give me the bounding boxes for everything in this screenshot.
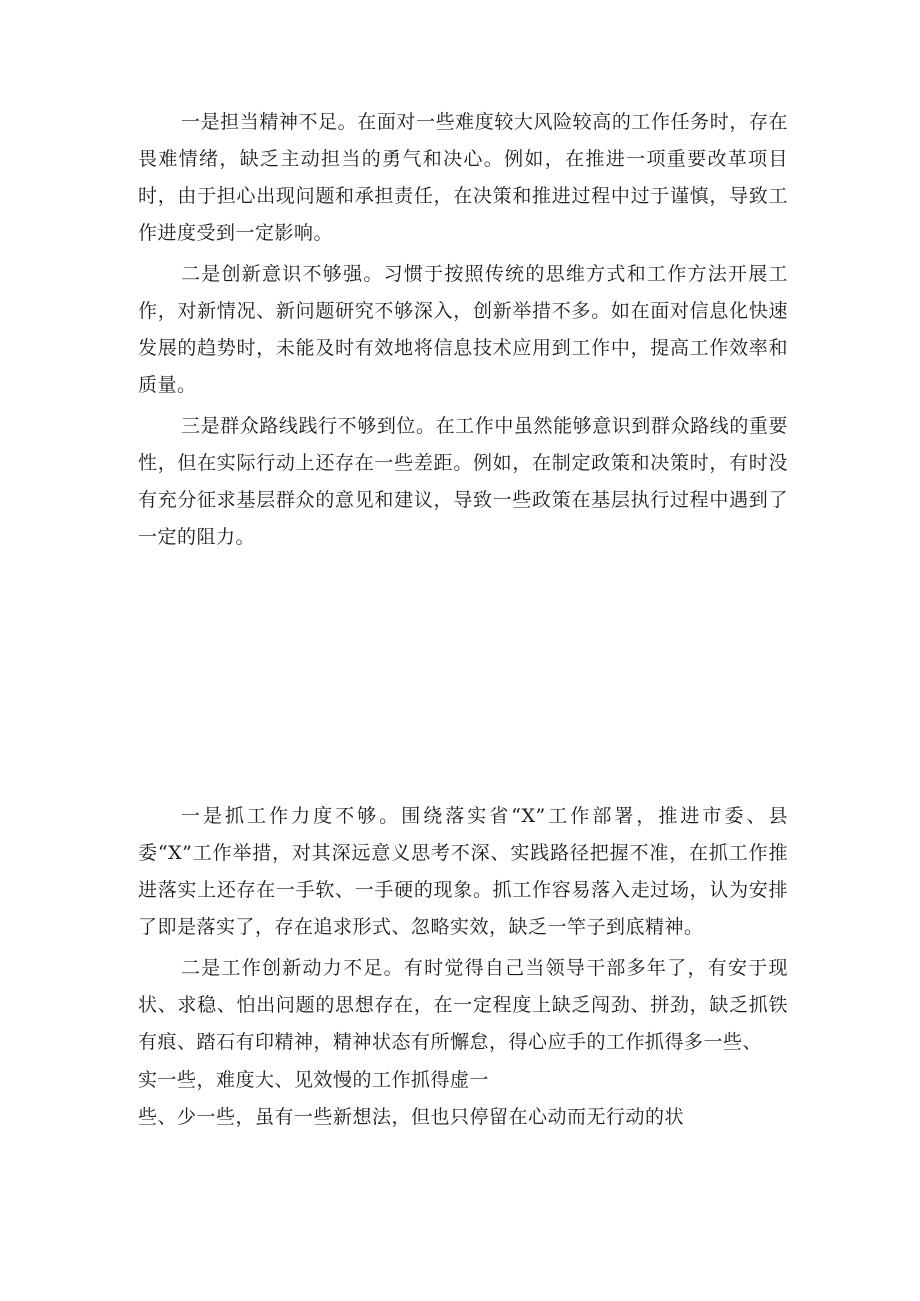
paragraph-4: 一是抓工作力度不够。围绕落实省“X”工作部署，推进市委、县委“X”工作举措，对其深远意义思考不深、实践路径把握不准，在抓工作推进落实上还存在一手软、一手硬的现象。抓工作容易落入走过场，认为安排了即是落实了，存在追求形式、忽略实效，缺乏一竿子到底精神。 bbox=[138, 805, 788, 938]
fragment-line-1: 实一些，难度大、见效慢的工作抓得虚一 bbox=[138, 1069, 490, 1091]
paragraph-3: 三是群众路线践行不够到位。在工作中虽然能够意识到群众路线的重要性，但在实际行动上还存在一些差距。例如，在制定政策和决策时，有时没有充分征求基层群众的意见和建议，导致一些政策在基层执行过程中遇到了一定的阻力。 bbox=[138, 415, 788, 548]
paragraph-2: 二是创新意识不够强。习惯于按照传统的思维方式和工作方法开展工作，对新情况、新问题研究不够深入，创新举措不多。如在面对信息化快速发展的趋势时，未能及时有效地将信息技术应用到工作中，提高工作效率和质量。 bbox=[138, 263, 788, 396]
paragraph-1: 一是担当精神不足。在面对一些难度较大风险较高的工作任务时，存在畏难情绪，缺乏主动担当的勇气和决心。例如，在推进一项重要改革项目时，由于担心出现问题和承担责任，在决策和推进过程中过于谨慎，导致工作进度受到一定影响。 bbox=[138, 111, 788, 244]
paragraph-5: 二是工作创新动力不足。有时觉得自己当领导干部多年了，有安于现状、求稳、怕出问题的思想存在，在一定程度上缺乏闯劲、拼劲，缺乏抓铁有痕、踏石有印精神，精神状态有所懈怠，得心应手的工作抓得多一些、 bbox=[138, 957, 788, 1053]
fragment-line-2: 些、少一些，虽有一些新想法，但也只停留在心动而无行动的状 bbox=[138, 1106, 685, 1128]
